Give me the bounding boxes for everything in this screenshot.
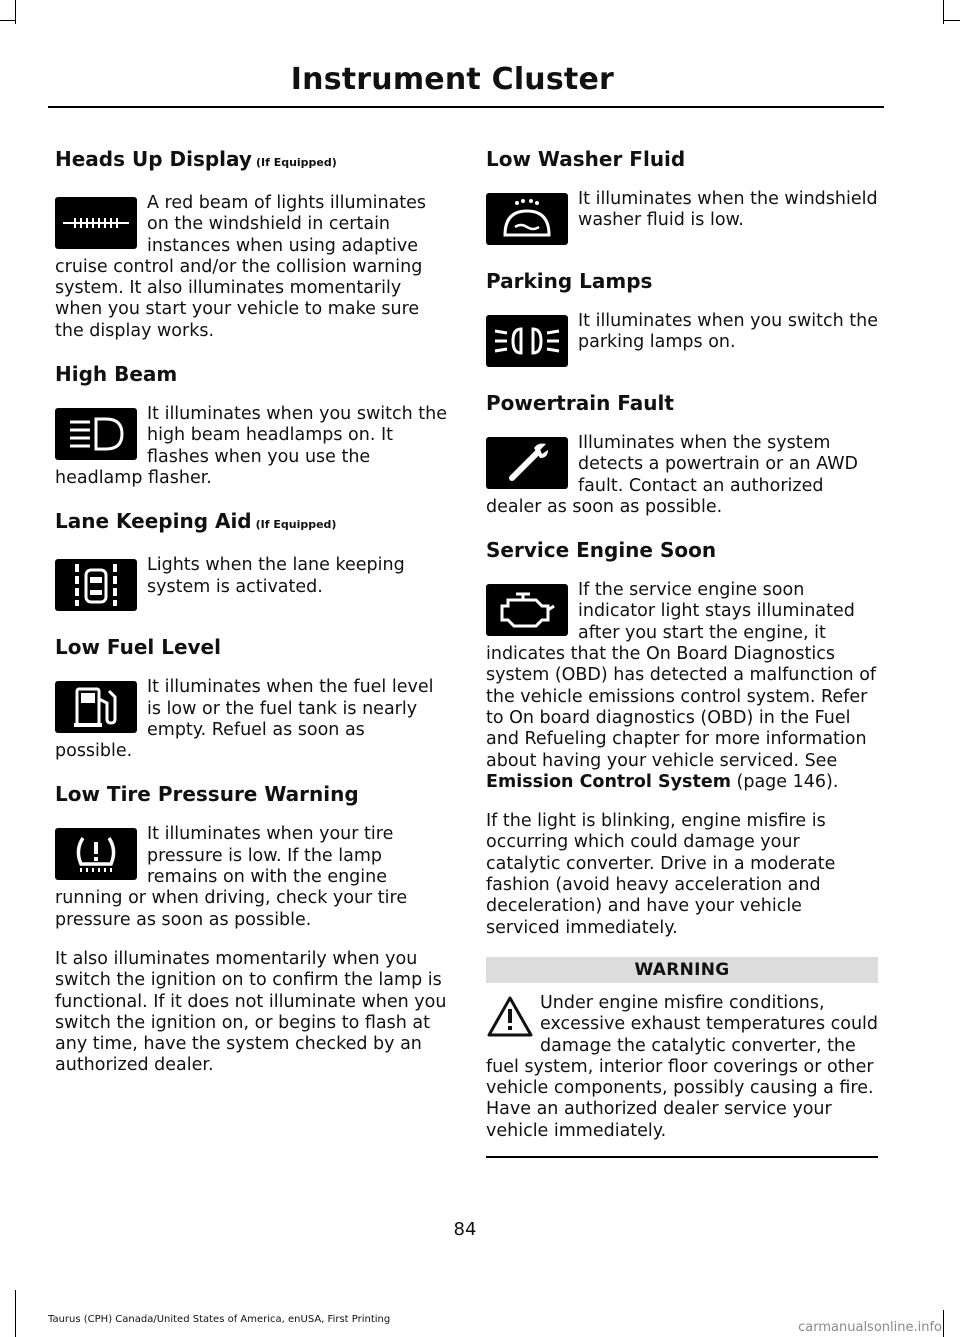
crop-mark bbox=[0, 20, 16, 21]
left-column bbox=[55, 145, 447, 1095]
low-washer-fluid-section bbox=[486, 145, 878, 249]
emission-control-link[interactable]: Emission Control System bbox=[486, 771, 731, 792]
washer-fluid-icon bbox=[486, 193, 568, 245]
warning-text: Under engine misfire conditions, excessive exhaust temperatures could damage the catalytic converter, the fuel system, interior floor coverings or other vehicle components, possibly causing a fire. Have an authorized dealer service your vehicle immediately. bbox=[486, 992, 879, 1141]
header-rule bbox=[48, 106, 884, 108]
warning-triangle-icon bbox=[486, 995, 534, 1041]
heads-up-display-section bbox=[55, 145, 447, 342]
section-text: A red beam of lights illuminates on the windshield in certain instances when using adaptive cruise control and/or the collision warning system. It also illuminates momentarily when you start your vehicle to make sure the display works. bbox=[55, 193, 427, 341]
section-text: It illuminates when the fuel level is low or the fuel tank is nearly empty. Refuel as soon as possible. bbox=[55, 677, 434, 762]
parking-lamps-section bbox=[486, 267, 878, 371]
section-text-2: It also illuminates momentarily when you switch the ignition on to confirm the lamp is functional. If it does not illuminate when you switch the ignition on, or begins to flash at any time, have the system checked by an authorized dealer. bbox=[55, 948, 447, 1076]
section-heading: Powertrain Fault bbox=[486, 391, 674, 415]
crop-mark bbox=[943, 20, 960, 21]
watermark: carmanualsonline.info bbox=[798, 1320, 942, 1335]
section-heading: Heads Up Display (If Equipped) bbox=[55, 147, 337, 171]
warning-rule bbox=[486, 1156, 878, 1158]
section-text: Lights when the lane keeping system is activated. bbox=[147, 555, 405, 597]
section-heading: Low Washer Fluid bbox=[486, 147, 686, 171]
crop-mark bbox=[943, 1310, 944, 1337]
heads-up-display-icon bbox=[55, 197, 137, 249]
section-text-2: If the light is blinking, engine misfire is occurring which could damage your catalytic converter. Drive in a moderate fashion (avoid heavy acceleration and deceleration) and have your vehicle serviced immediately. bbox=[486, 811, 836, 938]
tire-pressure-icon bbox=[55, 828, 137, 880]
footer-text: Taurus (CPH) Canada/United States of America, enUSA, First Printing bbox=[48, 1314, 391, 1325]
right-column bbox=[486, 145, 878, 1158]
section-heading: Low Tire Pressure Warning bbox=[55, 782, 359, 807]
page-title: Instrument Cluster bbox=[290, 62, 614, 97]
section-heading: Low Fuel Level bbox=[55, 635, 221, 660]
section-heading: Lane Keeping Aid (If Equipped) bbox=[55, 509, 337, 534]
high-beam-icon bbox=[55, 408, 137, 460]
service-engine-section bbox=[486, 536, 878, 939]
wrench-icon bbox=[486, 437, 568, 489]
section-text: It illuminates when the windshield washer fluid is low. bbox=[578, 189, 878, 231]
low-tire-pressure-section bbox=[55, 780, 447, 1076]
high-beam-section bbox=[55, 360, 447, 489]
warning-box bbox=[486, 957, 878, 1158]
lane-keeping-icon bbox=[55, 559, 137, 611]
fuel-pump-icon bbox=[55, 681, 137, 733]
section-text: It illuminates when you switch the high beam headlamps on. It flashes when you use the headlamp flasher. bbox=[55, 404, 447, 488]
crop-mark bbox=[15, 1290, 16, 1337]
engine-icon bbox=[486, 584, 568, 636]
page-number: 84 bbox=[453, 1219, 477, 1240]
lane-keeping-section bbox=[55, 507, 447, 615]
section-heading: Parking Lamps bbox=[486, 269, 653, 293]
section-text: If the service engine soon indicator light stays illuminated after you start the engine, it indicates that the On Board Diagnostics system (OBD) has detected a malfunction of the vehicle emissions control system. Refer to On board diagnostics (OBD) in the Fuel and Refueling chapter for more information about having your vehicle serviced. See Emission Control System (page 146). bbox=[486, 580, 877, 792]
parking-lamps-icon bbox=[486, 315, 568, 367]
warning-label: WARNING bbox=[486, 957, 878, 983]
section-text: It illuminates when your tire pressure is low. If the lamp remains on with the engine running or when driving, check your tire pressure as soon as possible. bbox=[55, 824, 408, 930]
section-text: Illuminates when the system detects a powertrain or an AWD fault. Contact an authorized dealer as soon as possible. bbox=[486, 433, 858, 517]
section-heading: Service Engine Soon bbox=[486, 538, 717, 563]
section-heading: High Beam bbox=[55, 362, 178, 387]
section-text: It illuminates when you switch the parking lamps on. bbox=[578, 311, 878, 353]
low-fuel-section bbox=[55, 633, 447, 762]
powertrain-fault-section bbox=[486, 389, 878, 518]
